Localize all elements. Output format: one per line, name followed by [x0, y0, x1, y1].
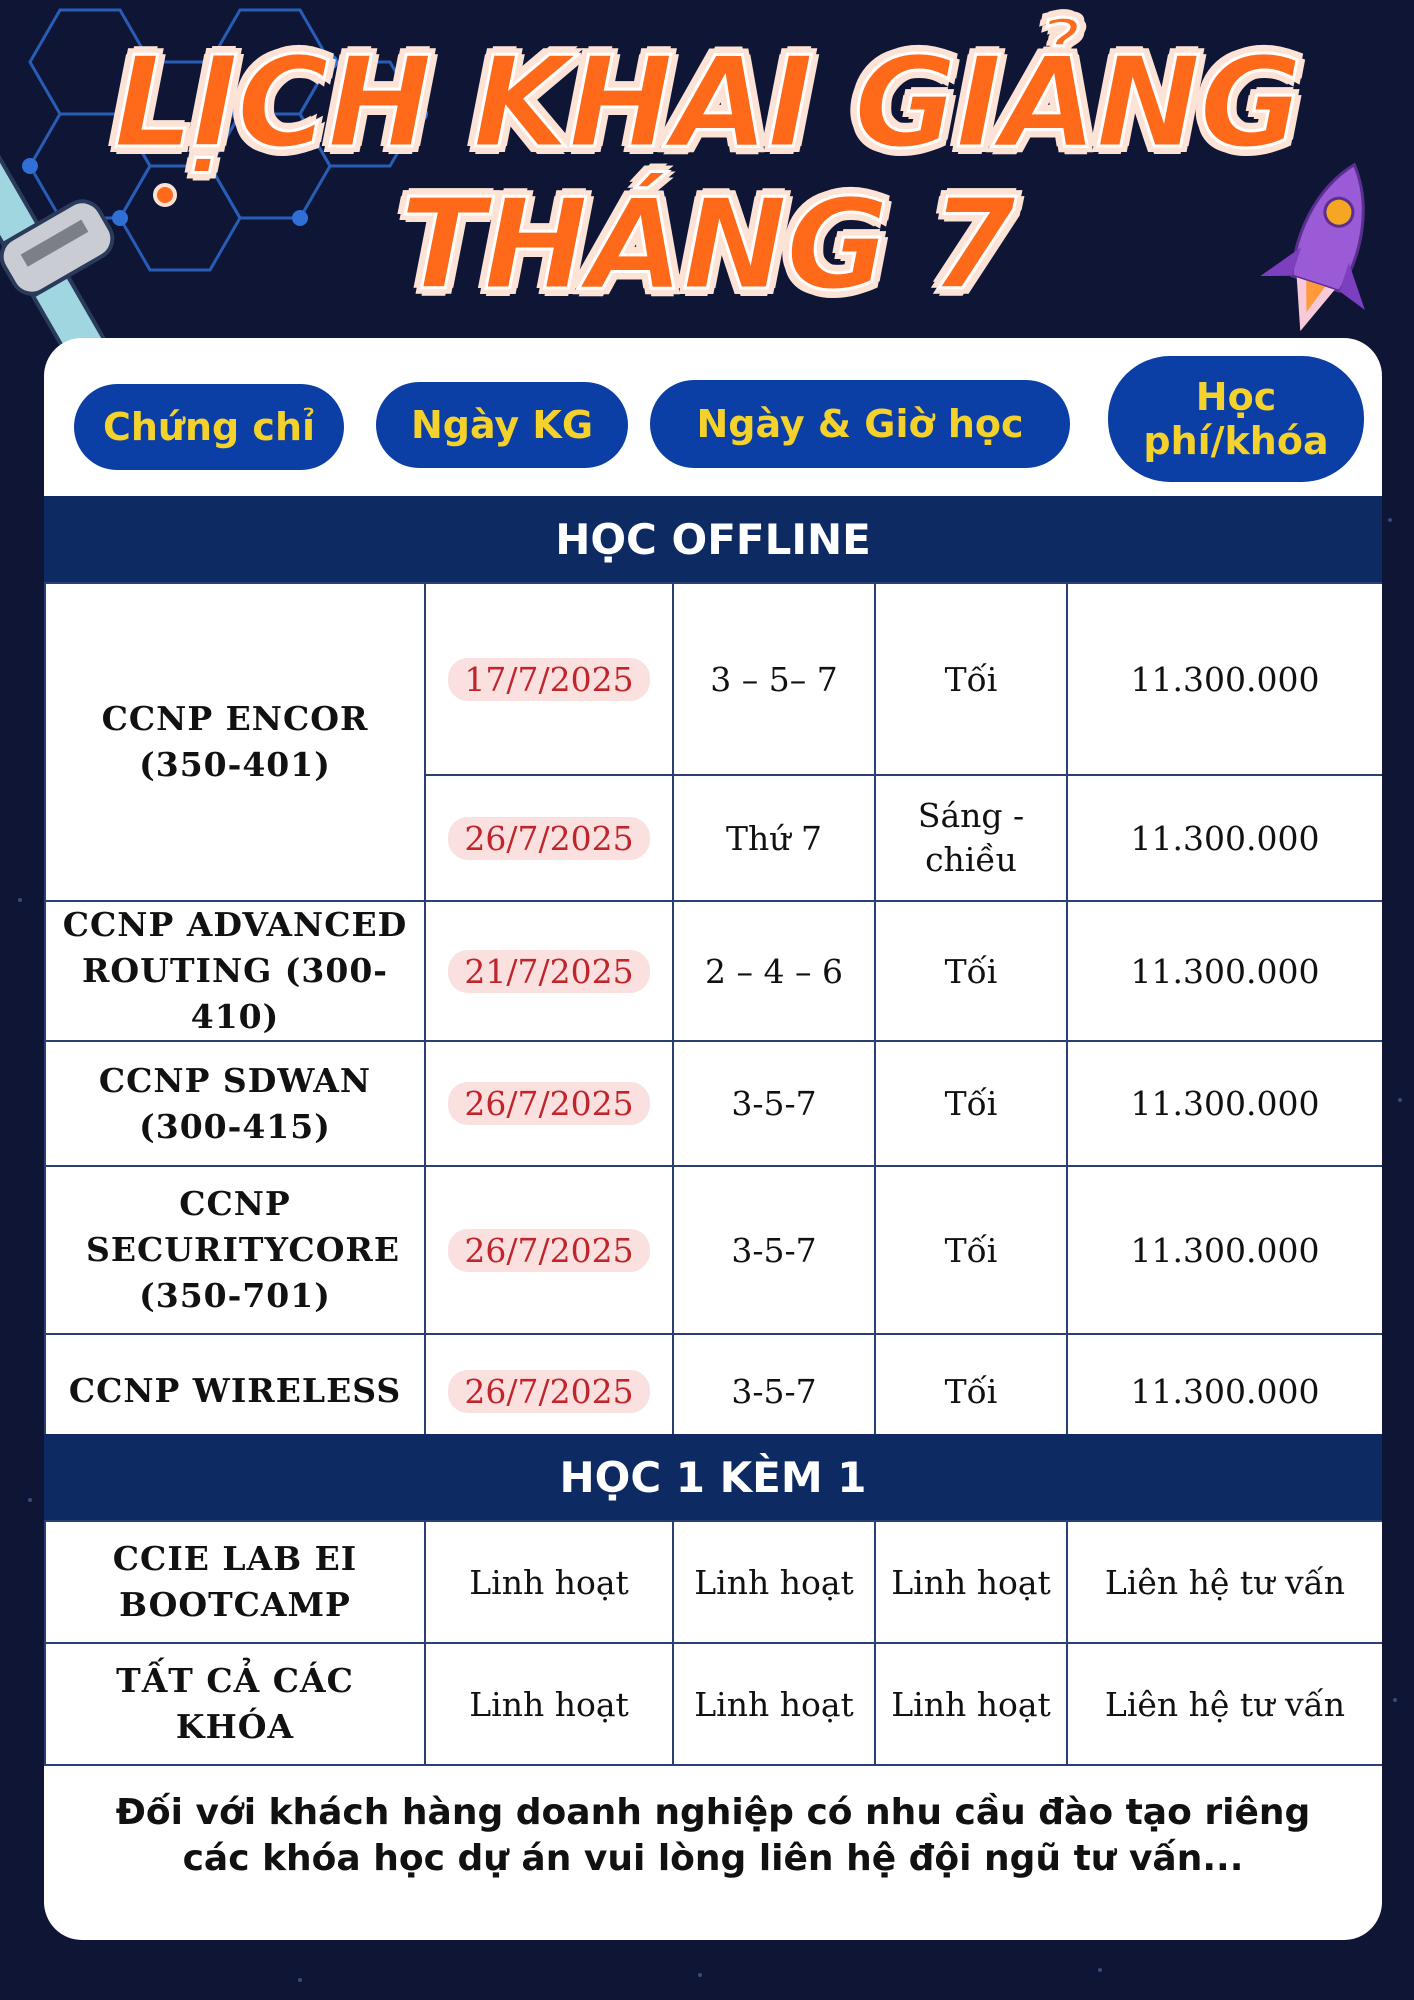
header-certificate: Chứng chỉ	[74, 384, 344, 470]
study-days: 3-5-7	[673, 1166, 875, 1334]
start-date: 26/7/2025	[448, 1370, 649, 1413]
course-name: CCNP SDWAN (300-415)	[45, 1041, 425, 1166]
header-fee: Học phí/khóa	[1108, 356, 1364, 482]
section-one-on-one: HỌC 1 KÈM 1	[44, 1434, 1382, 1520]
start-date: 26/7/2025	[448, 1229, 649, 1272]
study-days: Thứ 7	[673, 775, 875, 901]
page-title-line-2: THÁNG 7	[399, 171, 1015, 318]
table-row	[45, 1521, 1382, 1643]
course-fee: Liên hệ tư vấn	[1067, 1643, 1382, 1765]
study-time: Tối	[875, 583, 1067, 775]
study-days: 3-5-7	[673, 1334, 875, 1448]
table-row	[45, 583, 1382, 775]
table-row	[45, 1334, 1382, 1448]
course-fee: 11.300.000	[1067, 583, 1382, 775]
schedule-card	[44, 338, 1382, 1940]
course-name: CCNP WIRELESS	[45, 1334, 425, 1448]
one-on-one-table	[44, 1520, 1382, 1766]
section-offline: HỌC OFFLINE	[44, 496, 1382, 582]
course-name: CCNP ENCOR (350-401)	[45, 583, 425, 901]
course-name: CCIE LAB EI BOOTCAMP	[45, 1521, 425, 1643]
study-time: Linh hoạt	[875, 1643, 1067, 1765]
offline-table	[44, 582, 1382, 1449]
study-time: Tối	[875, 1334, 1067, 1448]
course-fee: 11.300.000	[1067, 775, 1382, 901]
study-time: Tối	[875, 1041, 1067, 1166]
study-days: 2 – 4 – 6	[673, 901, 875, 1041]
course-name: CCNP ADVANCED ROUTING (300-410)	[45, 901, 425, 1041]
course-name: TẤT CẢ CÁC KHÓA	[45, 1643, 425, 1765]
course-fee: 11.300.000	[1067, 1041, 1382, 1166]
course-fee: 11.300.000	[1067, 1334, 1382, 1448]
start-date: Linh hoạt	[425, 1643, 673, 1765]
course-fee: Liên hệ tư vấn	[1067, 1521, 1382, 1643]
study-days: Linh hoạt	[673, 1643, 875, 1765]
table-row	[45, 1643, 1382, 1765]
study-time: Linh hoạt	[875, 1521, 1067, 1643]
study-days: 3 – 5– 7	[673, 583, 875, 775]
header-schedule: Ngày & Giờ học	[650, 380, 1070, 468]
study-time: Tối	[875, 901, 1067, 1041]
footer-note: Đối với khách hàng doanh nghiệp có nhu cầu đào tạo riêng các khóa học dự án vui lòng liên hệ đội ngũ tư vấn...	[115, 1792, 1311, 1879]
start-date: 21/7/2025	[448, 950, 649, 993]
start-date: 26/7/2025	[448, 817, 649, 860]
course-fee: 11.300.000	[1067, 901, 1382, 1041]
study-days: Linh hoạt	[673, 1521, 875, 1643]
start-date: 17/7/2025	[448, 658, 649, 701]
table-row	[45, 1041, 1382, 1166]
study-time: Tối	[875, 1166, 1067, 1334]
start-date: 26/7/2025	[448, 1082, 649, 1125]
course-name: CCNP SECURITYCORE (350-701)	[45, 1166, 425, 1334]
course-fee: 11.300.000	[1067, 1166, 1382, 1334]
start-date: Linh hoạt	[425, 1521, 673, 1643]
study-time: Sáng - chiều	[875, 775, 1067, 901]
table-row	[45, 1166, 1382, 1334]
header-start-date: Ngày KG	[376, 382, 628, 468]
study-days: 3-5-7	[673, 1041, 875, 1166]
page-title-line-1: LỊCH KHAI GIẢNG	[113, 29, 1301, 176]
table-row	[45, 901, 1382, 1041]
